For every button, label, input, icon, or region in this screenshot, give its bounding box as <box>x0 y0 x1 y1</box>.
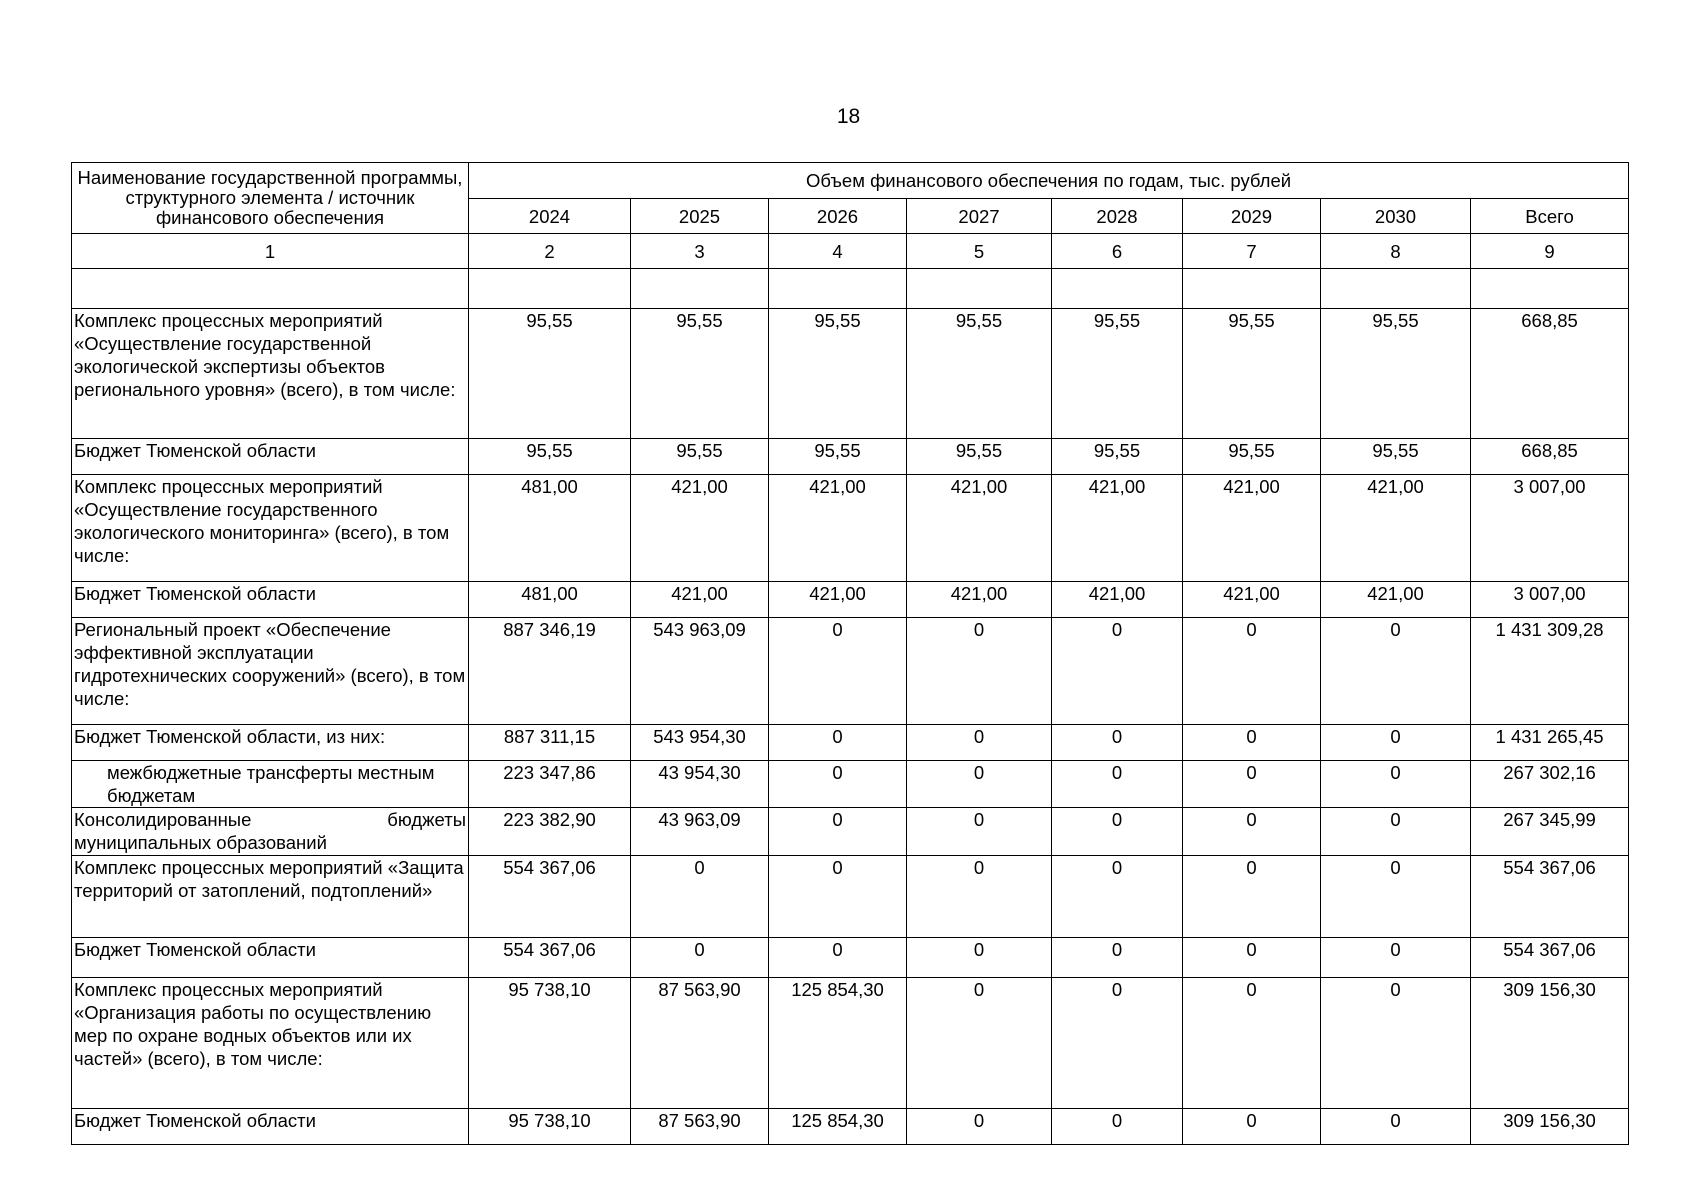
row-year-value: 95,55 <box>631 439 769 475</box>
row-total-value: 267 345,99 <box>1471 808 1629 856</box>
row-total-value: 554 367,06 <box>1471 856 1629 938</box>
row-year-value: 421,00 <box>1183 475 1321 582</box>
column-number: 7 <box>1183 234 1321 269</box>
table-row <box>72 582 1629 618</box>
row-year-value: 95,55 <box>769 309 907 439</box>
row-year-value: 95,55 <box>907 439 1052 475</box>
row-year-value: 0 <box>907 618 1052 725</box>
row-year-value: 0 <box>769 761 907 808</box>
row-year-value: 0 <box>1183 808 1321 856</box>
row-year-value: 887 311,15 <box>469 725 631 761</box>
page-number: 18 <box>836 105 861 128</box>
row-year-value: 95,55 <box>1183 439 1321 475</box>
row-year-value: 481,00 <box>469 475 631 582</box>
table-row <box>72 1109 1629 1145</box>
row-total-value: 309 156,30 <box>1471 1109 1629 1145</box>
row-name: межбюджетные трансферты местным бюджетам <box>72 761 469 808</box>
row-name: Бюджет Тюменской области <box>72 1109 469 1145</box>
row-year-value: 421,00 <box>769 582 907 618</box>
row-year-value: 43 954,30 <box>631 761 769 808</box>
row-year-value: 421,00 <box>1321 475 1471 582</box>
table-row <box>72 938 1629 978</box>
row-year-value: 421,00 <box>631 582 769 618</box>
row-year-value: 0 <box>1183 978 1321 1109</box>
row-year-value: 421,00 <box>1321 582 1471 618</box>
row-year-value: 0 <box>1321 618 1471 725</box>
table-row <box>72 475 1629 582</box>
row-total-value: 309 156,30 <box>1471 978 1629 1109</box>
row-year-value: 95,55 <box>469 439 631 475</box>
row-year-value: 223 382,90 <box>469 808 631 856</box>
row-year-value: 0 <box>1052 978 1183 1109</box>
row-year-value: 481,00 <box>469 582 631 618</box>
row-year-value: 0 <box>1052 938 1183 978</box>
row-year-value: 421,00 <box>907 582 1052 618</box>
financing-table <box>71 162 1629 1145</box>
row-year-value: 421,00 <box>1183 582 1321 618</box>
row-year-value: 125 854,30 <box>769 978 907 1109</box>
row-year-value: 95,55 <box>1052 439 1183 475</box>
row-year-value: 95,55 <box>631 309 769 439</box>
column-number: 2 <box>469 234 631 269</box>
row-total-value: 554 367,06 <box>1471 938 1629 978</box>
header-total: Всего <box>1471 199 1629 234</box>
row-year-value: 0 <box>907 978 1052 1109</box>
row-year-value: 0 <box>1183 725 1321 761</box>
row-year-value: 0 <box>1183 618 1321 725</box>
row-name: Комплекс процессных мероприятий «Осуществление государственной экологической экспертизы объектов регионального уровня» (всего), в том числе: <box>72 309 469 439</box>
row-year-value: 543 954,30 <box>631 725 769 761</box>
row-year-value: 95,55 <box>769 439 907 475</box>
row-year-value: 223 347,86 <box>469 761 631 808</box>
row-year-value: 0 <box>1321 938 1471 978</box>
row-year-value: 0 <box>769 808 907 856</box>
row-year-value: 0 <box>907 1109 1052 1145</box>
header-volume-caption: Объем финансового обеспечения по годам, тыс. рублей <box>469 163 1629 199</box>
row-year-value: 0 <box>907 938 1052 978</box>
row-year-value: 95,55 <box>469 309 631 439</box>
row-total-value: 267 302,16 <box>1471 761 1629 808</box>
table-row <box>72 978 1629 1109</box>
row-year-value: 0 <box>1321 1109 1471 1145</box>
table-body <box>72 269 1629 1145</box>
table-row <box>72 808 1629 856</box>
row-year-value: 0 <box>1183 856 1321 938</box>
row-total-value: 668,85 <box>1471 309 1629 439</box>
row-year-value: 0 <box>1183 1109 1321 1145</box>
row-name: Комплекс процессных мероприятий «Осуществление государственного экологического мониторинга» (всего), в том числе: <box>72 475 469 582</box>
row-year-value: 421,00 <box>769 475 907 582</box>
row-year-value: 0 <box>769 856 907 938</box>
column-number: 1 <box>72 234 469 269</box>
column-number: 4 <box>769 234 907 269</box>
row-year-value: 43 963,09 <box>631 808 769 856</box>
row-name: Бюджет Тюменской области <box>72 938 469 978</box>
row-year-value: 0 <box>1052 618 1183 725</box>
row-year-value: 0 <box>907 761 1052 808</box>
table-row <box>72 761 1629 808</box>
row-year-value: 95,55 <box>907 309 1052 439</box>
row-total-value: 1 431 309,28 <box>1471 618 1629 725</box>
column-number: 6 <box>1052 234 1183 269</box>
row-year-value: 0 <box>907 856 1052 938</box>
row-year-value: 87 563,90 <box>631 1109 769 1145</box>
row-name: Комплекс процессных мероприятий «Организация работы по осуществлению мер по охране водных объектов или их частей» (всего), в том числе: <box>72 978 469 1109</box>
row-year-value: 95 738,10 <box>469 1109 631 1145</box>
row-year-value: 421,00 <box>1052 582 1183 618</box>
row-year-value: 0 <box>1052 761 1183 808</box>
table-row <box>72 309 1629 439</box>
row-year-value: 0 <box>769 938 907 978</box>
row-year-value: 0 <box>907 725 1052 761</box>
row-year-value: 0 <box>1321 725 1471 761</box>
row-year-value: 125 854,30 <box>769 1109 907 1145</box>
header-year: 2028 <box>1052 199 1183 234</box>
table-row <box>72 856 1629 938</box>
header-name-column: Наименование государственной программы, структурного элемента / источник финансового обеспечения <box>72 163 469 234</box>
table-row <box>72 618 1629 725</box>
row-year-value: 0 <box>1321 808 1471 856</box>
row-total-value: 1 431 265,45 <box>1471 725 1629 761</box>
row-year-value: 0 <box>631 938 769 978</box>
row-year-value: 421,00 <box>907 475 1052 582</box>
column-number: 8 <box>1321 234 1471 269</box>
row-year-value: 95,55 <box>1183 309 1321 439</box>
row-total-value: 3 007,00 <box>1471 582 1629 618</box>
row-year-value: 421,00 <box>631 475 769 582</box>
row-year-value: 0 <box>1052 1109 1183 1145</box>
row-total-value: 3 007,00 <box>1471 475 1629 582</box>
row-year-value: 0 <box>769 725 907 761</box>
row-year-value: 0 <box>1183 761 1321 808</box>
table-row <box>72 439 1629 475</box>
row-year-value: 0 <box>1052 808 1183 856</box>
row-name: Консолидированные бюджеты муниципальных образований <box>72 808 469 856</box>
row-year-value: 0 <box>1321 856 1471 938</box>
column-number: 9 <box>1471 234 1629 269</box>
header-year: 2030 <box>1321 199 1471 234</box>
row-name: Региональный проект «Обеспечение эффективной эксплуатации гидротехнических сооружений» (всего), в том числе: <box>72 618 469 725</box>
row-year-value: 95,55 <box>1052 309 1183 439</box>
row-year-value: 0 <box>1321 978 1471 1109</box>
header-year: 2024 <box>469 199 631 234</box>
row-name: Бюджет Тюменской области <box>72 582 469 618</box>
row-year-value: 554 367,06 <box>469 938 631 978</box>
row-name: Комплекс процессных мероприятий «Защита территорий от затоплений, подтоплений» <box>72 856 469 938</box>
header-year: 2026 <box>769 199 907 234</box>
table-row <box>72 725 1629 761</box>
row-year-value: 554 367,06 <box>469 856 631 938</box>
row-year-value: 87 563,90 <box>631 978 769 1109</box>
row-year-value: 0 <box>1321 761 1471 808</box>
column-number: 3 <box>631 234 769 269</box>
row-year-value: 95,55 <box>1321 439 1471 475</box>
row-year-value: 0 <box>631 856 769 938</box>
row-name: Бюджет Тюменской области, из них: <box>72 725 469 761</box>
row-year-value: 95 738,10 <box>469 978 631 1109</box>
row-year-value: 95,55 <box>1321 309 1471 439</box>
row-year-value: 421,00 <box>1052 475 1183 582</box>
column-number: 5 <box>907 234 1052 269</box>
column-numbers-row <box>72 234 1629 269</box>
row-year-value: 543 963,09 <box>631 618 769 725</box>
header-year: 2029 <box>1183 199 1321 234</box>
row-year-value: 0 <box>907 808 1052 856</box>
empty-row <box>72 269 1629 309</box>
row-year-value: 887 346,19 <box>469 618 631 725</box>
row-year-value: 0 <box>1183 938 1321 978</box>
row-year-value: 0 <box>769 618 907 725</box>
row-year-value: 0 <box>1052 725 1183 761</box>
header-year: 2025 <box>631 199 769 234</box>
row-total-value: 668,85 <box>1471 439 1629 475</box>
row-name: Бюджет Тюменской области <box>72 439 469 475</box>
header-year: 2027 <box>907 199 1052 234</box>
row-year-value: 0 <box>1052 856 1183 938</box>
